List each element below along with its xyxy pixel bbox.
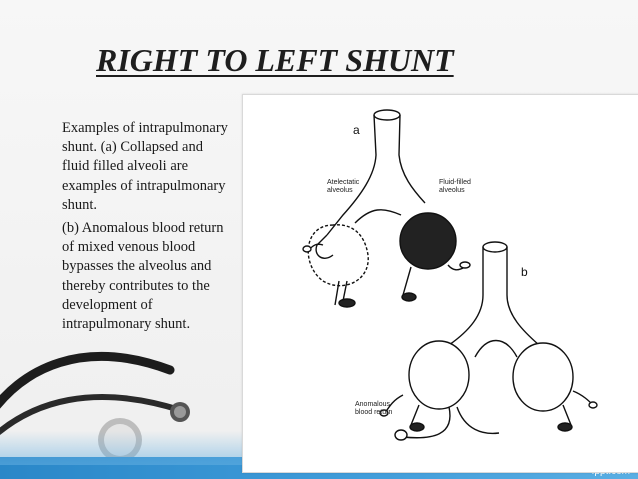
label-a: a: [353, 123, 360, 137]
paragraph-b: (b) Anomalous blood return of mixed venous blood bypasses the alveolus and thereby contributes to the development of intrapulmonary shunt.: [62, 220, 224, 333]
alveoli-diagram: [243, 95, 638, 472]
anomalous-label: [355, 401, 392, 417]
atelectatic-label: [327, 179, 359, 195]
fluid-filled-label-line1: Fluid-filled: [439, 179, 471, 186]
label-b: b: [521, 265, 528, 279]
anomalous-label-line2: blood return: [355, 409, 393, 416]
atelectatic-label-line2: alveolus: [327, 187, 353, 194]
anomalous-label-line1: Anomalous: [355, 401, 391, 408]
shunt-figure: [242, 94, 638, 473]
fluid-filled-label: [439, 179, 471, 195]
fluid-filled-label-line2: alveolus: [439, 187, 465, 194]
paragraph-a: Examples of intrapulmonary shunt. (a) Collapsed and fluid filled alveoli are examples of intrapulmonary shunt.: [62, 120, 228, 213]
slide-title: RIGHT TO LEFT SHUNT: [96, 42, 454, 78]
diagram-b: [380, 242, 597, 440]
slide-body: [62, 119, 232, 334]
diagram-a: [303, 110, 470, 307]
atelectatic-label-line1: Atelectatic: [327, 179, 360, 186]
